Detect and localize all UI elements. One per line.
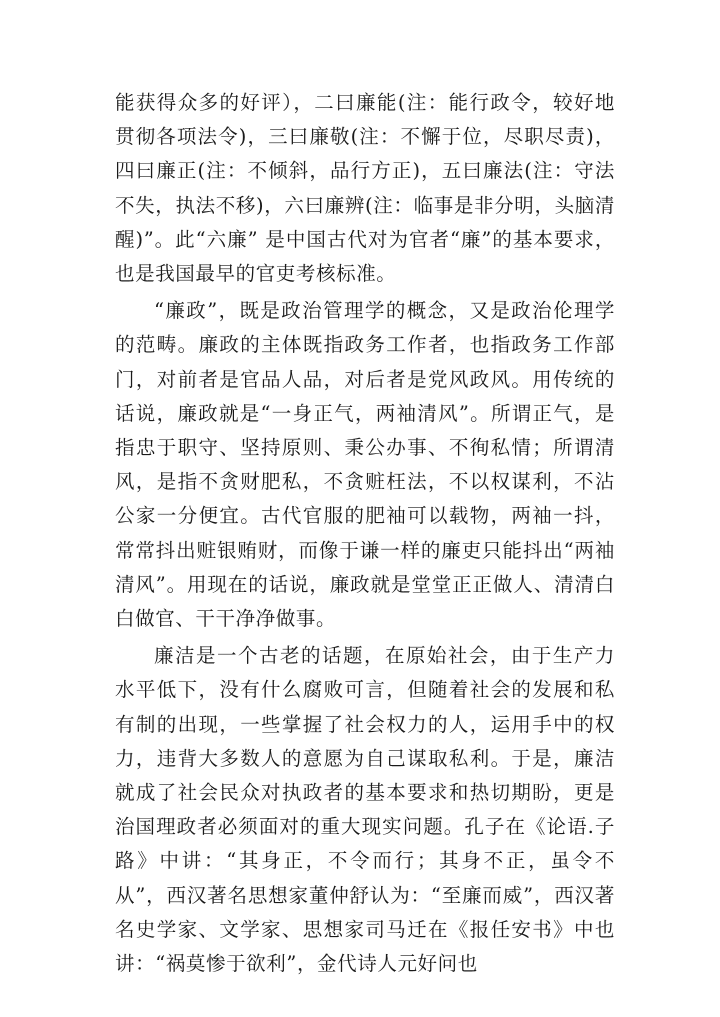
paragraph-1: 能获得众多的好评），二曰廉能(注：能行政令，较好地贯彻各项法令)，三曰廉敬(注：不懈于位，尽职尽责)，四曰廉正(注：不倾斜，品行方正)，五曰廉法(注：守法不失，执法不移)，六曰廉辨(注：临事是非分明，头脑清醒)”。此“六廉” 是中国古代对为官者“廉”的基本要求，也是我国最早的官吏考核标准。 bbox=[115, 91, 615, 286]
paragraph-2: “廉政”，既是政治管理学的概念，又是政治伦理学的范畴。廉政的主体既指政务工作者，也指政务工作部门，对前者是官品人品，对后者是党风政风。用传统的话说，廉政就是“一身正气，两袖清风”。所谓正气，是指忠于职守、坚持原则、秉公办事、不徇私情；所谓清风，是指不贪财肥私，不贪赃枉法，不以权谋利，不沾公家一分便宜。古代官服的肥袖可以载物，两袖一抖，常常抖出赃银贿财，而像于谦一样的廉吏只能抖出“两袖清风”。用现在的话说，廉政就是堂堂正正做人、清清白白做官、干干净净做事。 bbox=[115, 299, 615, 631]
paragraph-3: 廉洁是一个古老的话题，在原始社会，由于生产力水平低下，没有什么腐败可言，但随着社会的发展和私有制的出现，一些掌握了社会权力的人，运用手中的权力，违背大多数人的意愿为自己谋取私利。于是，廉洁就成了社会民众对执政者的基本要求和热切期盼，更是治国理政者必须面对的重大现实问题。孔子在《论语.子路》中讲：“其身正，不令而行；其身不正，虽令不从”，西汉著名思想家董仲舒认为：“至廉而威”，西汉著名史学家、文学家、思想家司马迁在《报任安书》中也讲：“祸莫惨于欲利”，金代诗人元好问也 bbox=[115, 644, 615, 976]
document-body bbox=[115, 86, 615, 984]
